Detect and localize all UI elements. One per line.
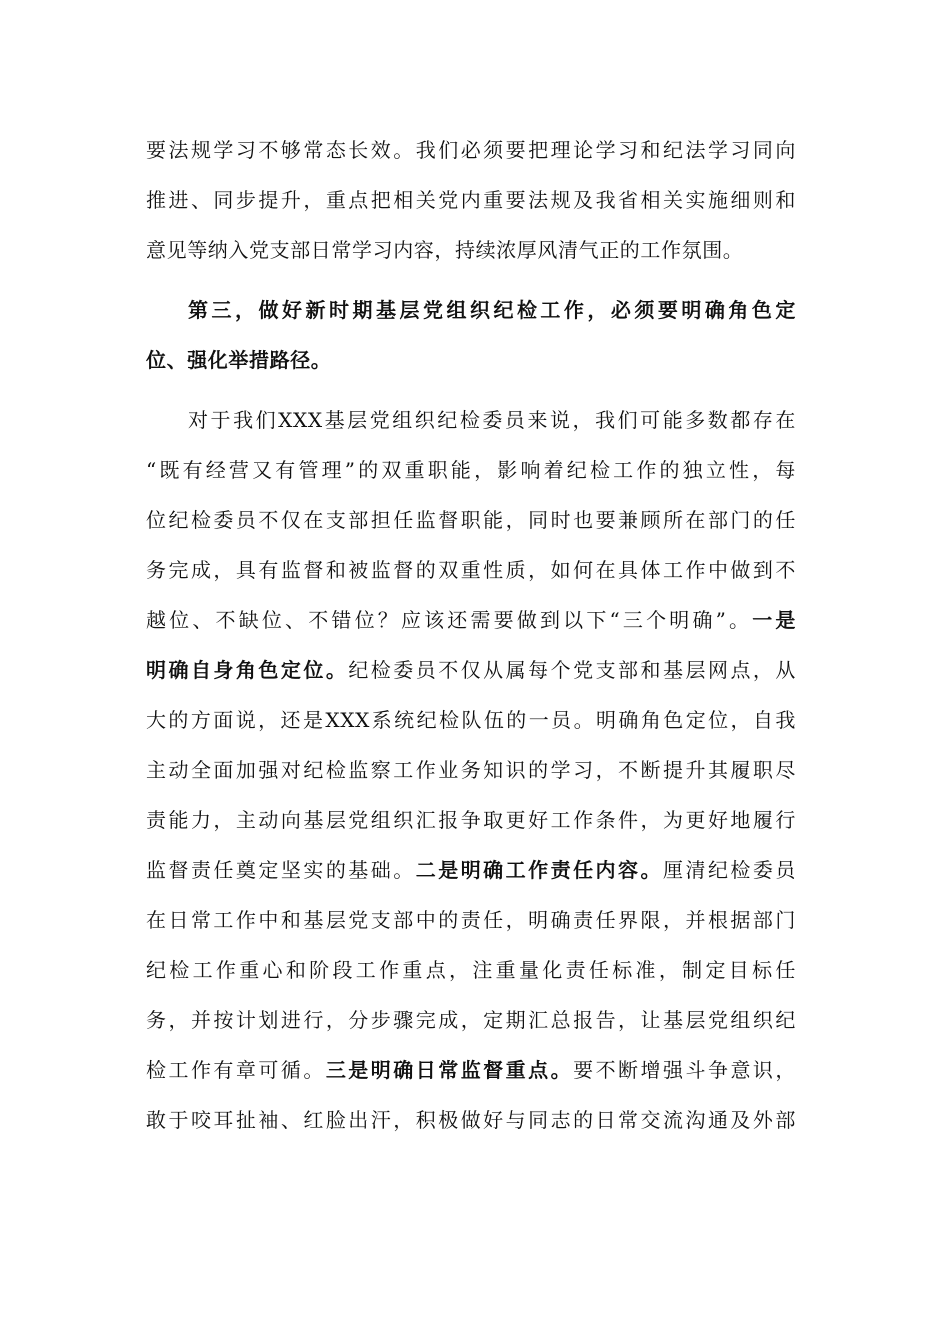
bold-lead-in: 一是 bbox=[752, 608, 796, 632]
paragraph-2-line-10 bbox=[146, 856, 796, 884]
text-run: 要不断增强斗争意识， bbox=[573, 1058, 796, 1082]
paragraph-1-line-3: 意见等纳入党支部日常学习内容，持续浓厚风清气正的工作氛围。 bbox=[146, 238, 744, 262]
text-run: 厘清纪检委员 bbox=[663, 858, 796, 882]
paragraph-2-line-4: 务完成，具有监督和被监督的双重性质，如何在具体工作中做到不 bbox=[146, 558, 796, 582]
paragraph-2-line-3: 位纪检委员不仅在支部担任监督职能，同时也要兼顾所在部门的任 bbox=[146, 508, 796, 532]
paragraph-2-line-13: 务，并按计划进行，分步骤完成，定期汇总报告，让基层党组织纪 bbox=[146, 1008, 796, 1032]
text-run: 纪检委员不仅从属每个党支部和基层网点，从 bbox=[348, 658, 797, 682]
text-run: 监督责任奠定坚实的基础。 bbox=[146, 858, 416, 882]
paragraph-2-line-9: 责能力，主动向基层党组织汇报争取更好工作条件，为更好地履行 bbox=[146, 808, 796, 832]
paragraph-1-line-1: 要法规学习不够常态长效。我们必须要把理论学习和纪法学习同向 bbox=[146, 138, 796, 162]
paragraph-2-line-15: 敢于咬耳扯袖、红脸出汗，积极做好与同志的日常交流沟通及外部 bbox=[146, 1108, 796, 1132]
section-heading-line-1: 第三，做好新时期基层党组织纪检工作，必须要明确角色定 bbox=[188, 298, 796, 322]
text-run: 检工作有章可循。 bbox=[146, 1058, 326, 1082]
paragraph-2-line-6 bbox=[146, 656, 796, 684]
paragraph-2-line-12: 纪检工作重心和阶段工作重点，注重量化责任标准，制定目标任 bbox=[146, 958, 796, 982]
section-heading-line-2: 位、强化举措路径。 bbox=[146, 348, 332, 372]
paragraph-2-line-5 bbox=[146, 606, 796, 634]
paragraph-1-line-2: 推进、同步提升，重点把相关党内重要法规及我省相关实施细则和 bbox=[146, 188, 796, 212]
bold-lead-in: 明确自身角色定位。 bbox=[146, 658, 349, 682]
paragraph-2-line-8: 主动全面加强对纪检监察工作业务知识的学习，不断提升其履职尽 bbox=[146, 758, 796, 782]
paragraph-2-line-11: 在日常工作中和基层党支部中的责任，明确责任界限，并根据部门 bbox=[146, 908, 796, 932]
text-run: 越位、不缺位、不错位？应该还需要做到以下“三个明确”。 bbox=[146, 608, 753, 632]
paragraph-2-line-1: 对于我们XXX基层党组织纪检委员来说，我们可能多数都存在 bbox=[188, 408, 796, 432]
paragraph-2-line-7: 大的方面说，还是XXX系统纪检队伍的一员。明确角色定位，自我 bbox=[146, 708, 796, 732]
bold-lead-in: 三是明确日常监督重点。 bbox=[325, 1058, 574, 1082]
bold-lead-in: 二是明确工作责任内容。 bbox=[415, 858, 663, 882]
paragraph-2-line-2: “既有经营又有管理”的双重职能，影响着纪检工作的独立性，每 bbox=[146, 458, 796, 482]
paragraph-2-line-14 bbox=[146, 1056, 796, 1084]
